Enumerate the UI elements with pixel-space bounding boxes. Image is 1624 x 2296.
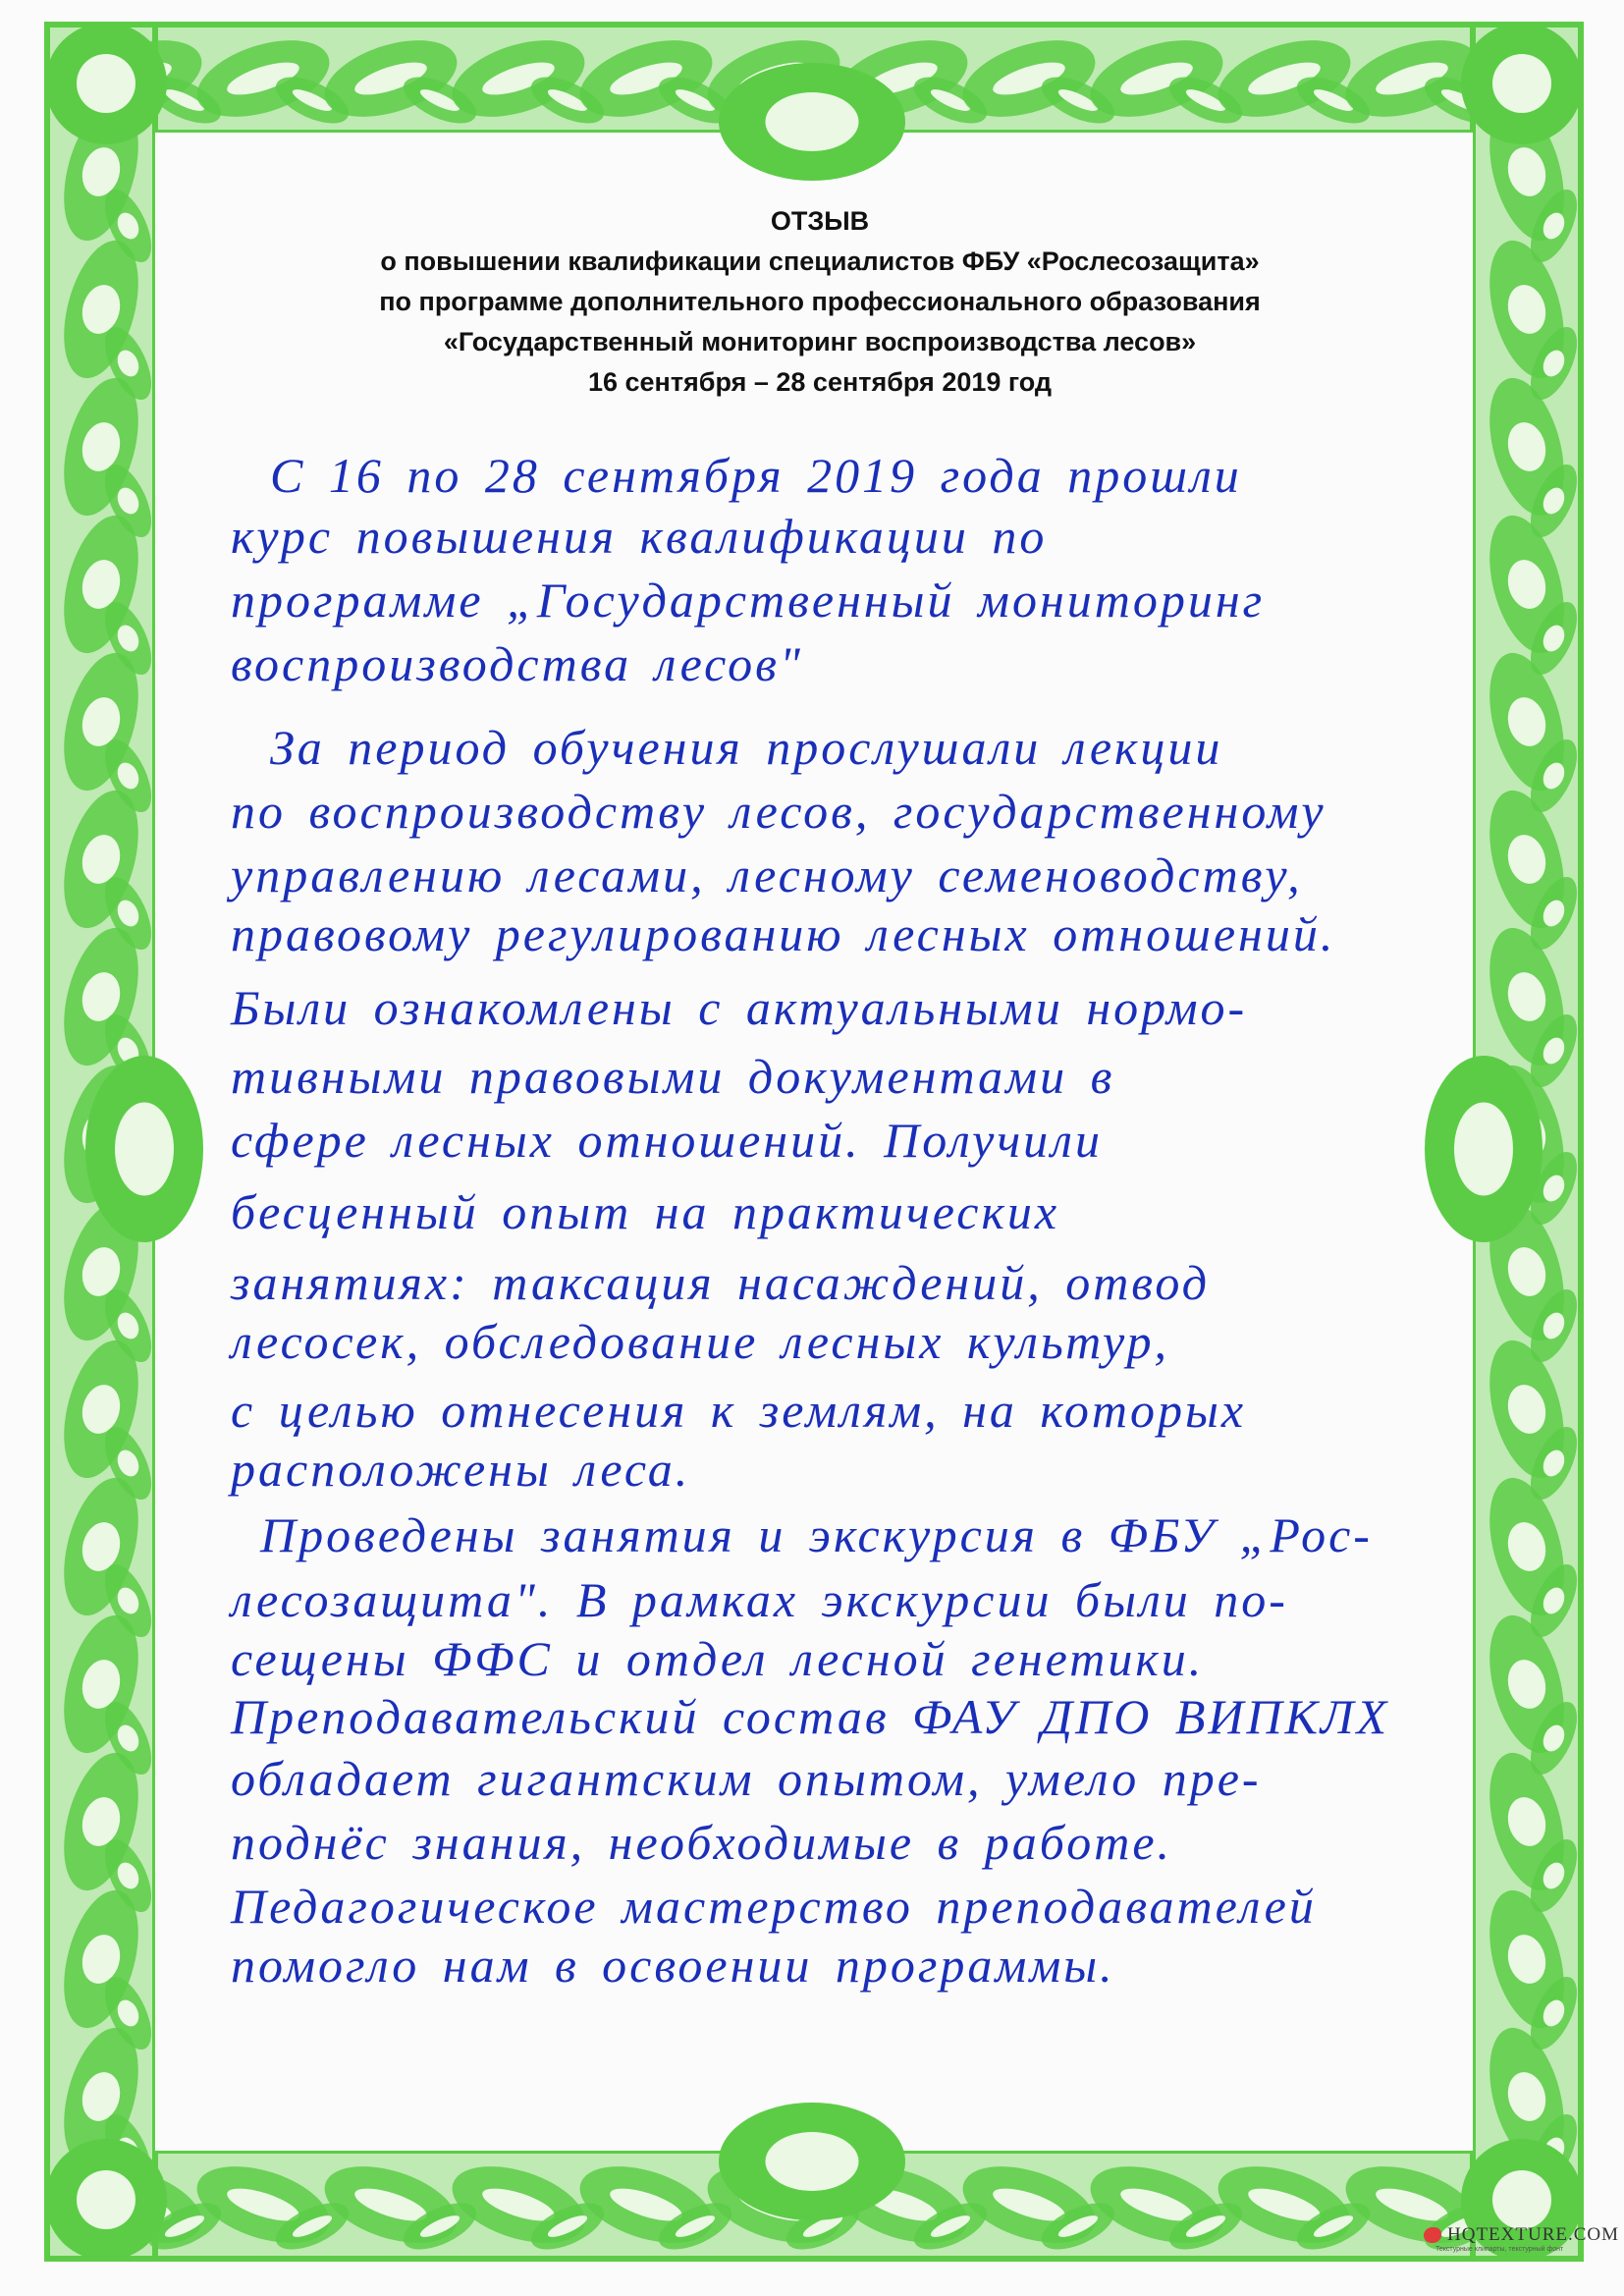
corner-ornament-center: [77, 2170, 135, 2229]
handwritten-line: воспроизводства лесов": [231, 636, 803, 691]
watermark-logo-icon: [1424, 2227, 1441, 2243]
corner-ornament-center: [1492, 54, 1551, 113]
handwritten-line: помогло нам в освоении программы.: [231, 1938, 1115, 1993]
handwritten-line: программе „Государственный мониторинг: [231, 573, 1266, 628]
handwritten-line: поднёс знания, необходимые в работе.: [231, 1815, 1173, 1870]
handwritten-line: управлению лесами, лесному семеноводству,: [231, 847, 1303, 902]
header-line: по программе дополнительного профессионального образования: [379, 287, 1261, 316]
header-line: «Государственный мониторинг воспроизводства лесов»: [443, 327, 1197, 356]
handwritten-line: тивными правовыми документами в: [231, 1049, 1115, 1104]
handwritten-line: курс повышения квалификации по: [231, 509, 1048, 564]
handwritten-line: обладает гигантским опытом, умело пре-: [231, 1751, 1262, 1806]
watermark: [1424, 2224, 1619, 2253]
handwritten-line: С 16 по 28 сентября 2019 года прошли: [270, 448, 1242, 503]
ornament-medallion-center: [1454, 1103, 1513, 1196]
handwritten-line: За период обучения прослушали лекции: [270, 720, 1223, 775]
handwritten-line: правовому регулированию лесных отношений.: [231, 906, 1336, 961]
handwritten-line: Проведены занятия и экскурсия в ФБУ „Рос-: [260, 1507, 1373, 1562]
handwritten-line: занятиях: таксация насаждений, отвод: [231, 1255, 1210, 1310]
ornament-medallion-center: [766, 92, 859, 151]
handwritten-line: с целью отнесения к землям, на которых: [231, 1383, 1247, 1438]
handwritten-line: по воспроизводству лесов, государственному: [231, 784, 1326, 839]
handwritten-line: Педагогическое мастерство преподавателей: [231, 1879, 1317, 1934]
handwritten-line: Были ознакомлены с актуальными нормо-: [231, 980, 1248, 1035]
ornament-medallion-center: [766, 2132, 859, 2191]
document-header: [211, 201, 1429, 403]
header-dates: 16 сентября – 28 сентября 2019 год: [587, 367, 1053, 397]
handwritten-line: бесценный опыт на практических: [231, 1184, 1060, 1239]
watermark-tagline: Текстурные клипарты, текстурный фонт: [1435, 2246, 1564, 2253]
corner-ornament-center: [77, 54, 135, 113]
handwritten-line: лесозащита". В рамках экскурсии были по-: [231, 1572, 1288, 1627]
watermark-name: HQTEXTURE.COM: [1447, 2224, 1620, 2245]
handwritten-line: лесосек, обследование лесных культур,: [231, 1314, 1169, 1369]
handwritten-line: сфере лесных отношений. Получили: [231, 1113, 1103, 1168]
handwritten-line: Преподавательский состав ФАУ ДПО ВИПКЛХ: [231, 1689, 1390, 1744]
corner-ornament-center: [1492, 2170, 1551, 2229]
handwritten-line: расположены леса.: [231, 1442, 691, 1497]
handwritten-line: сещены ФФС и отдел лесной генетики.: [231, 1631, 1205, 1686]
header-line: о повышении квалификации специалистов ФБУ «Рослесозащита»: [380, 246, 1260, 276]
ornament-medallion-center: [115, 1103, 174, 1196]
document-title: ОТЗЫВ: [770, 206, 870, 236]
